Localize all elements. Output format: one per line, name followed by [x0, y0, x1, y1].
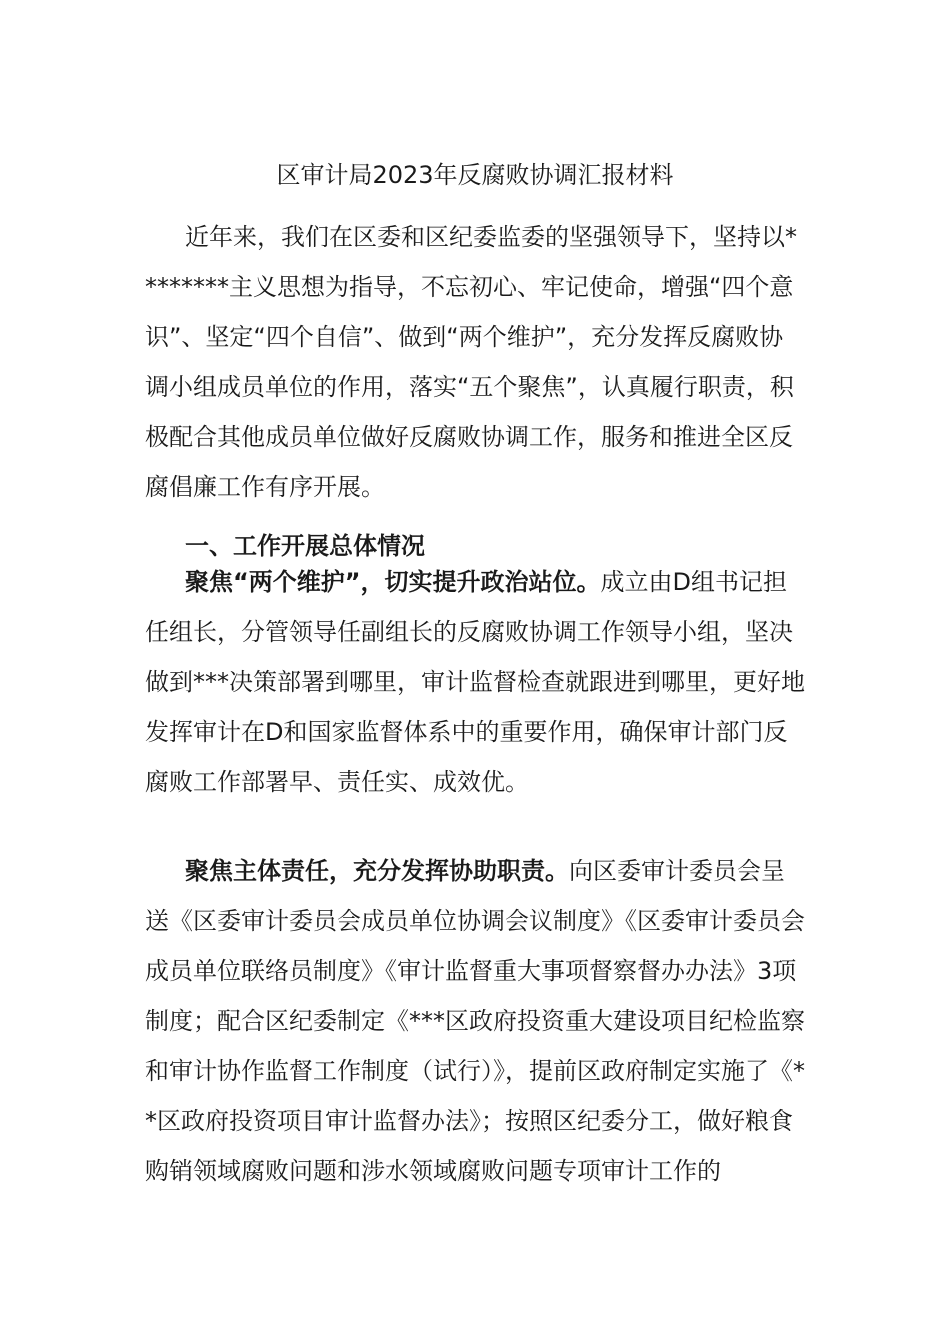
- intro-paragraph: [145, 212, 807, 512]
- paragraph-lead: 聚焦主体责任，充分发挥协助职责。: [185, 857, 569, 885]
- paragraph-text: 成立由D组书记担任组长，分管领导任副组长的反腐败协调工作领导小组，坚决做到***决策部署到哪里，审计监督检查就跟进到哪里，更好地发挥审计在D和国家监督体系中的重要作用，确保审计部门反腐败工作部署早、责任实、成效优。: [145, 568, 805, 796]
- intro-text: 近年来，我们在区委和区纪委监委的坚强领导下，坚持以********主义思想为指导，不忘初心、牢记使命，增强“四个意识”、坚定“四个自信”、做到“两个维护”，充分发挥反腐败协调小组成员单位的作用，落实“五个聚焦”，认真履行职责，积极配合其他成员单位做好反腐败协调工作，服务和推进全区反腐倡廉工作有序开展。: [145, 223, 797, 501]
- document-title: 区审计局2023年反腐败协调汇报材料: [276, 161, 674, 189]
- paragraph-main-responsibility-content: [145, 846, 807, 1196]
- paragraph-text: 向区委审计委员会呈送《区委审计委员会成员单位协调会议制度》《区委审计委员会成员单位联络员制度》《审计监督重大事项督察督办办法》3项制度；配合区纪委制定《***区政府投资重大建设项目纪检监察和审计协作监督工作制度（试行）》，提前区政府制定实施了《**区政府投资项目审计监督办法》；按照区纪委分工，做好粮食购销领域腐败问题和涉水领域腐败问题专项审计工作的: [145, 857, 805, 1185]
- paragraph-political-stance-content: [145, 557, 807, 807]
- paragraph-political-stance: [145, 557, 807, 807]
- paragraph-lead: 聚焦“两个维护”，切实提升政治站位。: [185, 568, 601, 596]
- section-heading: 一、工作开展总体情况: [185, 532, 425, 560]
- paragraph-main-responsibility: [145, 846, 807, 1196]
